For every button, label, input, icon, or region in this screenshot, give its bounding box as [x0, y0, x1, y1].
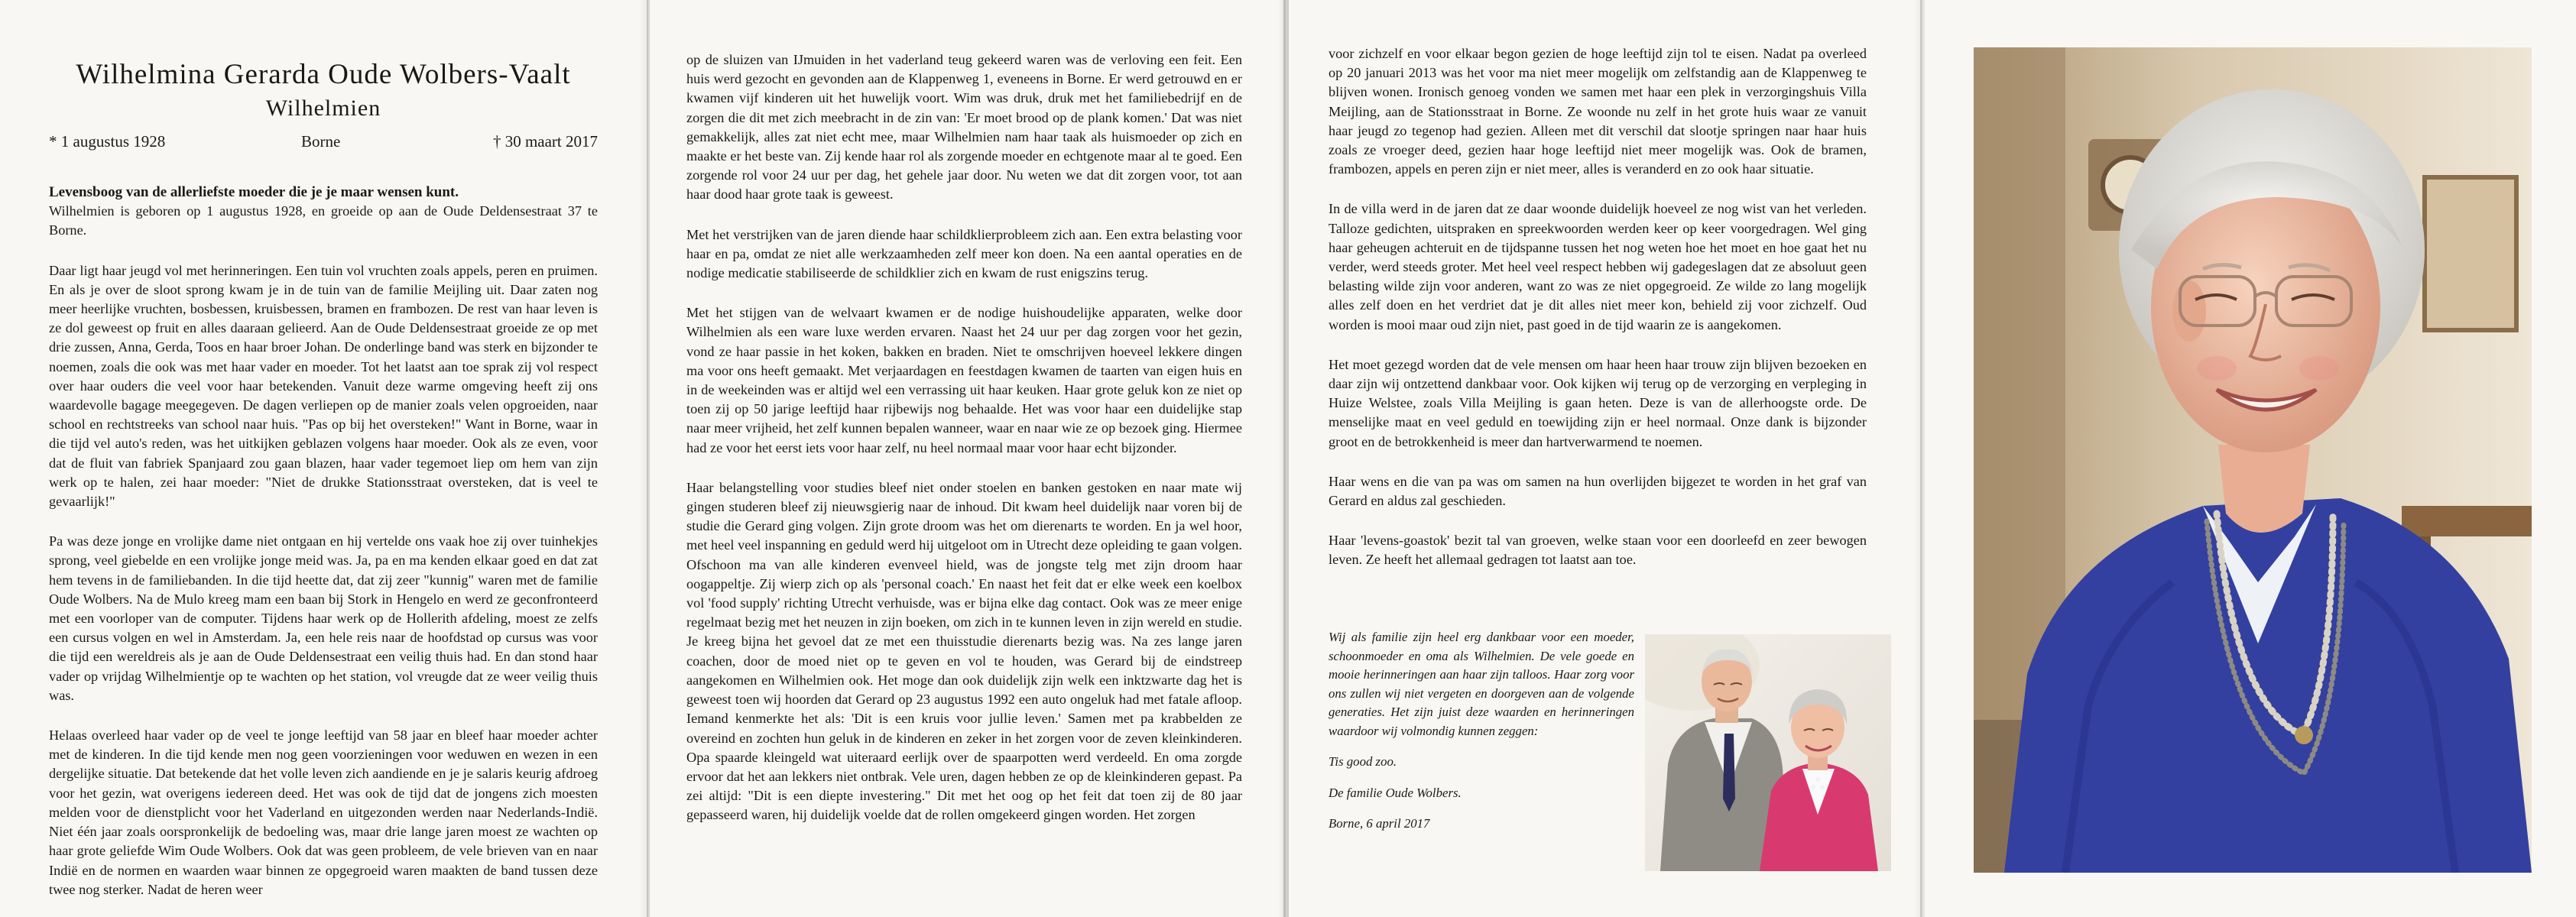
birth-place: Borne	[301, 132, 341, 151]
fold-line	[1914, 0, 1925, 917]
paragraph: In de villa werd in de jaren dat ze daar woonde duidelijk hoeveel ze nog wist van het verleden. Talloze gedichten, uitspraken en spreekwoorden werden keer op keer voorgedragen. Wel ging haar geheugen achteruit en de tijdspanne tussen het nog weten hoe het moet en hoe gaat het nu verder, werd steeds groter. Met heel veel respect hebben wij gadegeslagen dat ze absoluut geen belasting wilde zijn voor anderen, want zo was ze niet opgegroeid. Ze wilde zo lang mogelijk alles zelf doen en het verdriet dat je dit alles niet meer kon, behield zij voor zichzelf. Oud worden is mooi maar oud zijn niet, past goed in de tijd waarin ze is aangekomen.	[1329, 201, 1867, 332]
paragraph: Daar ligt haar jeugd vol met herinneringen. Een tuin vol vruchten zoals appels, peren en pruimen. En als je over de sloot sprong kwam je in de tuin van de familie Meijling uit. Daar zaten nog meer heerlijke vruchten, bosbessen, kruisbessen, bramen en frambozen. De rest van haar leven is ze dol geweest op fruit en alles daaraan gelieerd. Aan de Oude Deldensestraat groeide ze op met drie zussen, Anna, Gerda, Toos en haar broer Johan. De onderlinge band was sterk en bijzonder te noemen, zoals die ook was met haar vader en moeder. Tot het laatst aan toe sprak zij vol respect over haar ouders die veel voor haar betekenden. Vanuit deze warme omgeving heeft zij ons waardevolle bagage meegegeven. De dagen verliepen op de manier zoals velen opgroeiden, naar school en rechtstreeks van school naar huis. "Pas op bij het oversteken!" Want in Borne, waar in die tijd vel auto's reden, was het uitkijken geblazen volgens haar moeder. Ook als ze even, voor dat de fluit van fabriek Spanjaard zou gaan blazen, haar vader tegemoet liep om hem van zijn werk op te halen, zei haar moeder: "Niet de drukke Stationsstraat oversteken, dat is veel te gevaarlijk!"	[49, 262, 598, 510]
fold-line	[1278, 0, 1289, 917]
paragraph: Het moet gezegd worden dat de vele mensen om haar heen haar trouw zijn blijven bezoeken en daar zijn wij ontzettend dankbaar voor. Ook kijken wij terug op de verzorging en verpleging in Huize Welstee, zoals Villa Meijling is gaan heten. Deze is van de allerhoogste orde. De menselijke maat en veel geduld en toewijding zijn er heel normaal. Onze dank is bijzonder groot en de betrokkenheid is meer dan hartverwarmend te noemen.	[1329, 356, 1867, 449]
family-tribute	[1329, 628, 1634, 846]
panel-inside-right	[1289, 0, 1922, 917]
deceased-name: Wilhelmina Gerarda Oude Wolbers-Vaalt	[76, 59, 571, 90]
closing-line: Tis good zoo.	[1329, 754, 1397, 769]
biography-end	[1329, 44, 1867, 570]
biography-continued	[686, 50, 1242, 825]
paragraph: Pa was deze jonge en vrolijke dame niet ontgaan en hij vertelde ons vaak hoe zij over tuinhekjes sprong, veel giebelde en een vrolijke jonge meid was. Ja, pa en ma kenden elkaar goed en dat zat hem tevens in de familiebanden. In die tijd heette dat, dat zij zeer "kunnig" waren met de familie Oude Wolbers. Na de Mulo kreeg mam een baan bij Stork in Hengelo en werd ze geconfronteerd met een voorloper van de computer. Tijdens haar werk op de Hollerith afdeling, moest ze zelfs een cursus volgen en wel in Amsterdam. Ja, een hele reis naar de hoofdstad op cursus was voor die tijd een wereldreis als je aan de Oude Deldensestraat een veilig thuis had. En dan stond haar vader op vrijdag Wilhelmientje op te wachten op het station, vol vreugde dat ze weer veilig thuis was.	[49, 533, 598, 703]
portrait-illustration	[1974, 47, 2532, 873]
panel-back	[1923, 0, 2576, 917]
paragraph: op de sluizen van IJmuiden in het vaderland teug gekeerd waren was de verloving een feit. Een huis werd gezocht en gevonden aan de Klappenweg 1, eveneens in Borne. Er werd getrouwd en er kwamen vijf kinderen uit het huwelijk voort. Wim was druk, druk met het familiebedrijf en de zorgen die dit met zich meebracht in de zin van: 'Er moet brood op de plank komen.' Dat was niet gemakkelijk, alles zat niet echt mee, maar Wilhelmien nam haar taak als huismoeder op zich en maakte er het beste van. Zij kende haar rol als zorgende moeder en echtgenote maar al te goed. Een zorgende rol voor 24 uur per dag, het gehele jaar door. Nu weten we dat dit zorgen voor, tot aan haar dood haar grote taak is geweest.	[686, 52, 1242, 203]
tribute-text: Wij als familie zijn heel erg dankbaar voor een moeder, schoonmoeder en oma als Wilhelmien. De vele goede en mooie herinneringen aan haar zijn talloos. Haar zorg voor ons zullen wij niet vergeten en doorgeven aan de volgende generaties. Het zijn juist deze waarden en herinneringen waardoor wij volmondig kunnen zeggen:	[1329, 630, 1634, 738]
birth-date: * 1 augustus 1928	[49, 132, 166, 151]
paragraph: Met het verstrijken van de jaren diende haar schildklierprobleem zich aan. Een extra belasting voor haar en pa, omdat ze niet alle werkzaamheden zelf meer kon doen. Na een aantal operaties en de nodige medicatie stabiliseerde de schildklier zich en kwam de rust enigszins terug.	[686, 226, 1242, 281]
lead-sentence: Levensboog van de allerliefste moeder die je je maar wensen kunt.	[49, 184, 459, 200]
family-signature: De familie Oude Wolbers.	[1329, 785, 1462, 800]
paragraph: Haar wens en die van pa was om samen na hun overlijden bijgezet te worden in het graf van Gerard en aldus zal geschieden.	[1329, 473, 1867, 509]
biography-start	[49, 183, 598, 899]
panel-inside-left	[650, 0, 1286, 917]
paragraph: Haar belangstelling voor studies bleef niet onder stoelen en banken gestoken en naar mate wij gingen studeren bleef zij nieuwsgierig naar de inhoud. Dit kwam heel duidelijk naar voren bij de studie die Gerard ging volgen. Zijn grote droom was het om dierenarts te worden. En ja wel hoor, met heel veel inspanning en geduld werd hij uitgeloot om in Utrecht deze opleiding te gaan volgen. Ofschoon ma van alle kinderen evenveel hield, was de jongste telg met zijn droom haar oogappeltje. Zij wierp zich op als 'personal coach.' En naast het feit dat er elke week een koelbox vol 'food supply' richting Utrecht verhuisde, was er bijna elke dag contact. Ook was ze meer enige regelmaat bezig met het neuzen in zijn boeken, om zich in te kunnen leven in zijn wereld en studie. Je kreeg bijna het gevoel dat ze met een thuisstudie dierenarts bezig was. Na zes lange jaren coachen, door de moed niet op te geven en vol te houden, was Gerard bij de eindstreep aangekomen en Wilhelmien ook. Het moge dan ook duidelijk zijn welk een inktzwarte dag het is geweest toen wij hoorden dat Gerard op 23 augustus 1992 een auto ongeluk had met fatale afloop. Iemand kenmerkte het als: 'Dit is een kruis voor jullie leven.' Samen met pa krabbelden ze overeind en zochten hun geluk in de kinderen en zeker in het zorgen voor de zeven kleinkinderen. Opa spaarde kleingeld wat uiteraard eerlijk over de spaarpotten werd verdeeld. En oma zorgde ervoor dat het aan lekkers niet ontbrak. Vele uren, dagen hebben ze op de kleinkinderen gepast. Pa zei altijd: "Dit is een diepte investering." Dit met het oog op het feit dat toen zij de 80 jaar gepasseerd waren, hij duidelijk voelde dat de rollen omgekeerd gingen worden. Het zorgen	[686, 479, 1242, 823]
paragraph: Helaas overleed haar vader op de veel te jonge leeftijd van 58 jaar en bleef haar moeder achter met de kinderen. In die tijd kende men nog geen voorzieningen voor weduwen en wezen in een dergelijke situatie. Dat betekende dat het volle leven zich aandiende en je je salaris keurig afdroeg voor het gezin, wat overigens iedereen deed. Het was ook de tijd dat de jongens zich moesten melden voor de dienstplicht voor het Vaderland en uitgezonden werden naar Nederlands-Indië. Niet één jaar zoals oorspronkelijk de bedoeling was, maar drie lange jaren moest ze wachten op haar grote geliefde Wim Oude Wolbers. Ook dat was geen probleem, de vele brieven van en naar Indië en de normen en waarden waar binnen ze opgegroeid waren maakten de band tussen deze twee nog sterker. Nadat de heren weer	[49, 727, 598, 897]
panel-front	[0, 0, 648, 917]
paragraph: Haar 'levens-goastok' bezit tal van groeven, welke staan voor een doorleefd en zeer bewogen leven. Ze heeft het allemaal gedragen tot laatst aan toe.	[1329, 533, 1867, 568]
portrait-photo	[1974, 47, 2532, 873]
deceased-nickname: Wilhelmien	[265, 96, 381, 121]
paragraph: voor zichzelf en voor elkaar begon gezien de hoge leeftijd zijn tol te eisen. Nadat pa overleed op 20 januari 2013 was het voor ma niet meer mogelijk om zelfstandig aan de Klappenweg te blijven wonen. Ironisch genoeg vonden we samen met haar een plek in verzorgingshuis Villa Meijling, aan de Stationsstraat in Borne. Ze woonde nu zelf in het grote huis waar ze vanuit haar jeugd zo tegenop had gezien. Alleen met dit verschil dat slootje springen naar haar huis zoals ze vroeger deed, gezien haar hoge leeftijd niet meer mogelijk was. Ook de bramen, frambozen, appels en peren zijn er niet meer, alles is veranderd en zo ook haar situatie.	[1329, 46, 1867, 177]
couple-photo	[1645, 634, 1891, 871]
paragraph: Met het stijgen van de welvaart kwamen er de nodige huishoudelijke apparaten, welke door Wilhelmien als een ware luxe werden ervaren. Naast het 24 uur per dag zorgen voor het gezin, vond ze haar passie in het koken, bakken en braden. Niet te omschrijven hoeveel lekkere dingen ma voor ons heeft gemaakt. Met verjaardagen en feestdagen kwamen de taarten van eigen huis en in de weekeinden was er altijd wel een verrassing uit haar keuken. Haar grote geluk kon ze niet op toen zij op 50 jarige leeftijd haar rijbewijs nog behaalde. Het was voor haar een duidelijke stap naar meer vrijheid, het zelf kunnen bepalen wanneer, waar en naar wie ze op bezoek ging. Hiermee had ze voor het eerst iets voor haar zelf, nu heel normaal maar voor haar echt bijzonder.	[686, 305, 1242, 455]
death-date: † 30 maart 2017	[492, 132, 598, 151]
life-dates	[49, 132, 598, 158]
intro-text: Wilhelmien is geboren op 1 augustus 1928, en groeide op aan de Oude Deldensestraat 37 te Borne.	[49, 203, 598, 238]
card-date: Borne, 6 april 2017	[1329, 816, 1430, 831]
couple-photo-illustration	[1645, 634, 1891, 871]
fold-line	[639, 0, 650, 917]
intro-paragraph	[49, 183, 598, 241]
